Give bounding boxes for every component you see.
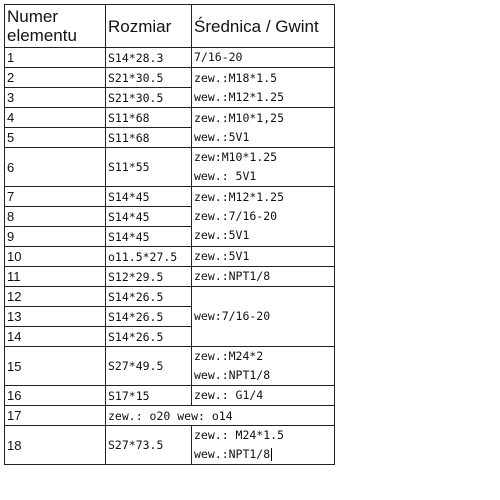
element-number: 8	[5, 207, 106, 227]
text-cursor	[271, 448, 272, 461]
element-thread	[192, 247, 335, 267]
element-thread	[192, 48, 335, 68]
header-number: Numer elementu	[5, 5, 106, 48]
element-size: S14*26.5	[106, 307, 192, 327]
element-number: 15	[5, 347, 106, 386]
table-row	[5, 68, 335, 88]
thread-line: wew.:5V1	[194, 129, 250, 144]
thread-line: zew.:5V1	[194, 228, 250, 242]
element-size: S11*68	[106, 108, 192, 128]
table-row	[5, 347, 335, 386]
element-thread	[192, 287, 335, 347]
thread-line: wew:7/16-20	[194, 309, 271, 323]
table-row	[5, 148, 335, 187]
element-number: 10	[5, 247, 106, 267]
table-row	[5, 267, 335, 287]
table-row	[5, 426, 335, 465]
element-thread	[192, 347, 335, 386]
element-number: 4	[5, 108, 106, 128]
thread-line: zew.:NPT1/8	[194, 269, 271, 283]
table-row	[5, 287, 335, 307]
thread-line: wew.:M12*1.25	[194, 89, 285, 104]
element-number: 3	[5, 88, 106, 108]
table-row	[5, 187, 335, 207]
thread-line: 7/16-20	[194, 50, 243, 64]
element-thread	[192, 148, 335, 187]
element-size: S21*30.5	[106, 68, 192, 88]
element-thread	[192, 386, 335, 406]
thread-line: zew.: G1/4	[194, 388, 264, 402]
element-size: S14*26.5	[106, 327, 192, 347]
element-size: S14*28.3	[106, 48, 192, 68]
thread-line-text: wew.:NPT1/8	[194, 447, 271, 461]
thread-line: zew:M10*1.25	[194, 150, 278, 164]
element-number: 13	[5, 307, 106, 327]
element-number: 12	[5, 287, 106, 307]
element-size: S11*55	[106, 148, 192, 187]
element-number: 14	[5, 327, 106, 347]
element-size: S14*45	[106, 227, 192, 247]
thread-line	[194, 445, 332, 464]
element-size: S27*73.5	[106, 426, 192, 465]
element-number: 5	[5, 128, 106, 148]
thread-line: zew.:M10*1,25	[194, 110, 285, 125]
element-number: 7	[5, 187, 106, 207]
element-size: S17*15	[106, 386, 192, 406]
element-merged-spec: zew.: o20 wew: o14	[106, 406, 335, 426]
element-size: S14*45	[106, 207, 192, 227]
element-number: 6	[5, 148, 106, 187]
element-number: 11	[5, 267, 106, 287]
thread-line: zew.:M24*2	[194, 349, 264, 363]
thread-line: zew.:5V1	[194, 249, 250, 263]
thread-line: zew.:7/16-20	[194, 209, 278, 223]
element-size: S14*45	[106, 187, 192, 207]
element-size: S14*26.5	[106, 287, 192, 307]
spec-table	[4, 4, 335, 465]
table-row	[5, 386, 335, 406]
element-number: 2	[5, 68, 106, 88]
element-thread	[192, 187, 335, 247]
table-row	[5, 48, 335, 68]
element-thread	[192, 108, 335, 148]
thread-line: wew.:NPT1/8	[194, 368, 271, 382]
element-number: 17	[5, 406, 106, 426]
element-thread	[192, 68, 335, 108]
header-size: Rozmiar	[106, 5, 192, 48]
element-number: 18	[5, 426, 106, 465]
element-size: S11*68	[106, 128, 192, 148]
header-row	[5, 5, 335, 48]
element-thread	[192, 267, 335, 287]
thread-line: zew.:M18*1.5	[194, 70, 278, 85]
header-diameter-thread: Średnica / Gwint	[192, 5, 335, 48]
element-thread	[192, 426, 335, 465]
element-number: 16	[5, 386, 106, 406]
element-number: 1	[5, 48, 106, 68]
element-size: S12*29.5	[106, 267, 192, 287]
thread-line: zew.: M24*1.5	[194, 428, 285, 442]
element-size: S21*30.5	[106, 88, 192, 108]
element-number: 9	[5, 227, 106, 247]
element-size: S27*49.5	[106, 347, 192, 386]
thread-line: zew.:M12*1.25	[194, 190, 285, 204]
table-row	[5, 406, 335, 426]
element-size: o11.5*27.5	[106, 247, 192, 267]
thread-line: wew.: 5V1	[194, 169, 257, 183]
table-row	[5, 108, 335, 128]
table-row	[5, 247, 335, 267]
